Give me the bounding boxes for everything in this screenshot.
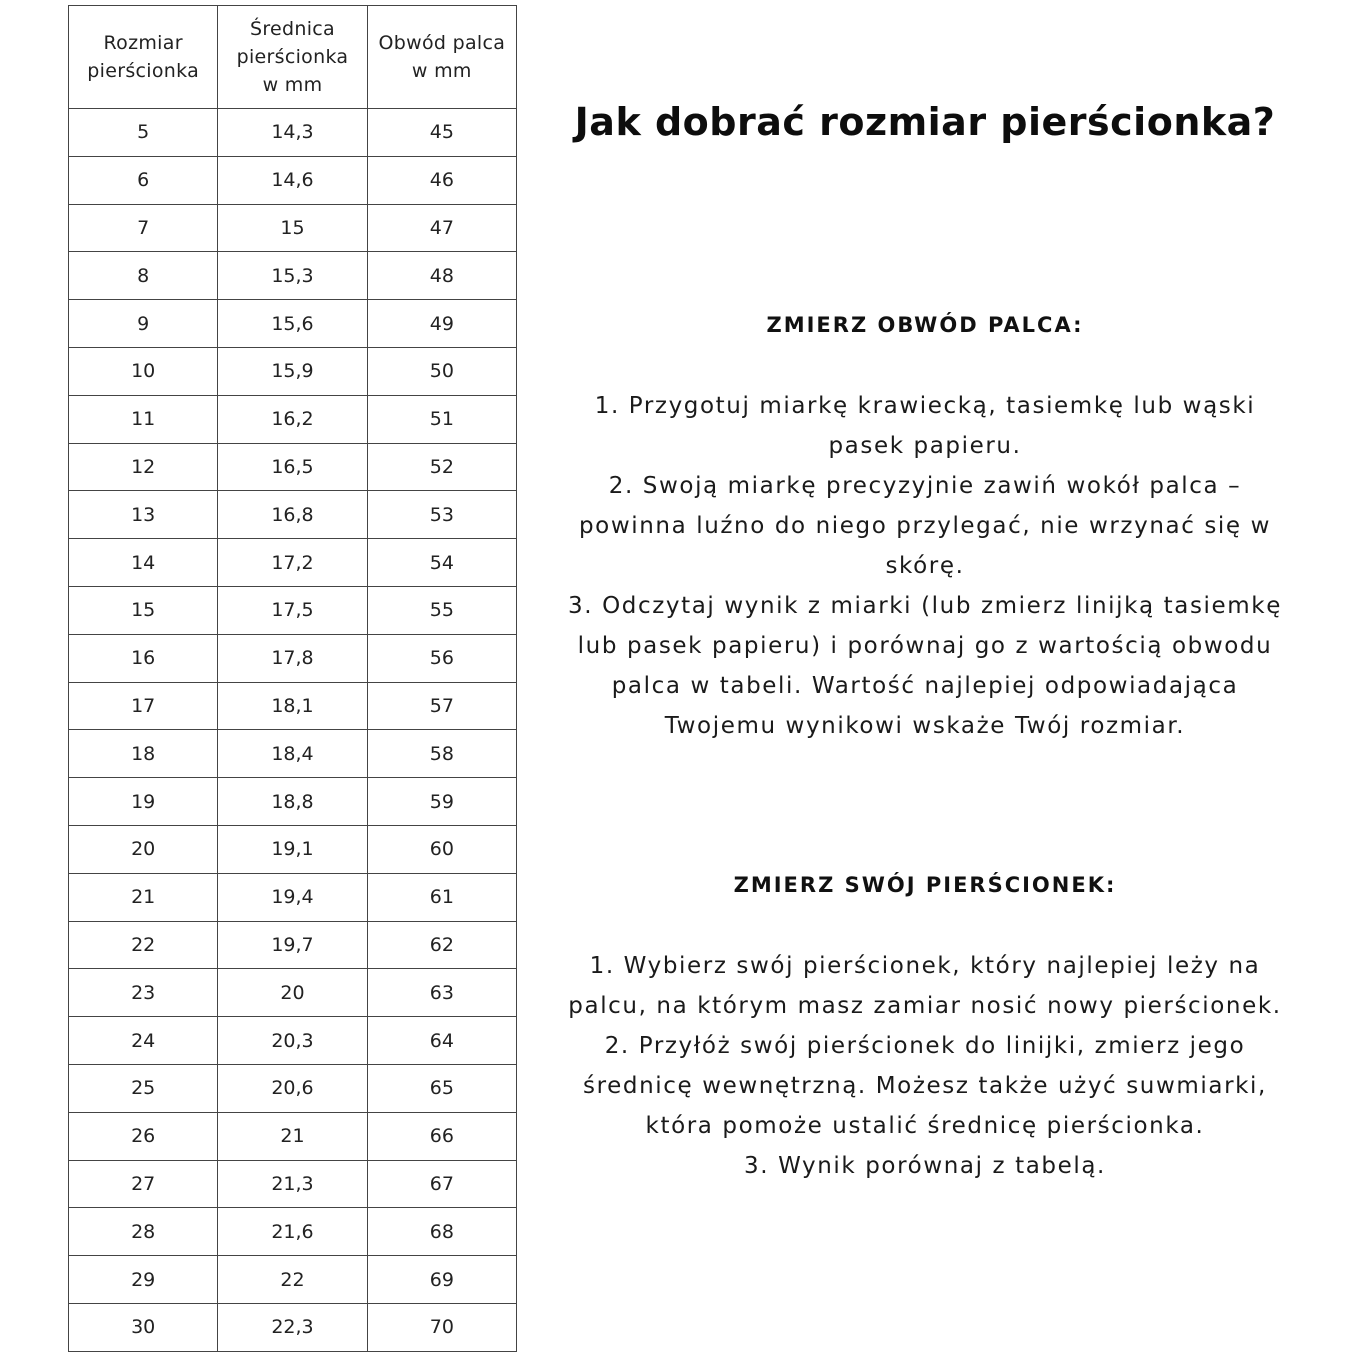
cell-finger-circumference: 49	[367, 300, 516, 348]
cell-ring-diameter: 17,5	[218, 586, 367, 634]
table-row	[69, 969, 517, 1017]
cell-ring-size: 15	[69, 586, 218, 634]
cell-ring-diameter: 18,1	[218, 682, 367, 730]
cell-ring-size: 16	[69, 634, 218, 682]
cell-finger-circumference: 45	[367, 109, 516, 157]
cell-ring-size: 8	[69, 252, 218, 300]
table-row	[69, 634, 517, 682]
cell-ring-size: 21	[69, 873, 218, 921]
cell-ring-diameter: 15,3	[218, 252, 367, 300]
cell-finger-circumference: 53	[367, 491, 516, 539]
ring-step-2: 2. Przyłóż swój pierścionek do linijki, zmierz jego średnicę wewnętrzną. Możesz także użyć suwmiarki, która pomoże ustalić średnicę pierścionka.	[583, 1033, 1267, 1139]
table-row	[69, 825, 517, 873]
cell-ring-diameter: 18,8	[218, 778, 367, 826]
cell-finger-circumference: 60	[367, 825, 516, 873]
table-row	[69, 1064, 517, 1112]
cell-ring-diameter: 16,5	[218, 443, 367, 491]
ring-steps	[545, 946, 1305, 1186]
cell-ring-diameter: 18,4	[218, 730, 367, 778]
table-row	[69, 395, 517, 443]
section-heading-finger: ZMIERZ OBWÓD PALCA:	[766, 313, 1084, 337]
cell-ring-size: 26	[69, 1112, 218, 1160]
table-row	[69, 1208, 517, 1256]
cell-ring-diameter: 14,6	[218, 156, 367, 204]
cell-finger-circumference: 55	[367, 586, 516, 634]
cell-ring-diameter: 21	[218, 1112, 367, 1160]
table-row	[69, 730, 517, 778]
cell-ring-size: 27	[69, 1160, 218, 1208]
cell-ring-size: 23	[69, 969, 218, 1017]
cell-finger-circumference: 61	[367, 873, 516, 921]
table-row	[69, 1303, 517, 1351]
table-row	[69, 873, 517, 921]
table-header-row	[69, 6, 517, 109]
cell-finger-circumference: 63	[367, 969, 516, 1017]
cell-finger-circumference: 59	[367, 778, 516, 826]
cell-finger-circumference: 52	[367, 443, 516, 491]
cell-ring-size: 10	[69, 347, 218, 395]
cell-finger-circumference: 56	[367, 634, 516, 682]
table-row	[69, 347, 517, 395]
cell-finger-circumference: 48	[367, 252, 516, 300]
cell-ring-diameter: 15,6	[218, 300, 367, 348]
cell-ring-diameter: 15	[218, 204, 367, 252]
cell-ring-diameter: 14,3	[218, 109, 367, 157]
table-row	[69, 491, 517, 539]
cell-finger-circumference: 66	[367, 1112, 516, 1160]
cell-ring-size: 18	[69, 730, 218, 778]
cell-ring-diameter: 17,8	[218, 634, 367, 682]
cell-ring-diameter: 22	[218, 1256, 367, 1304]
cell-ring-size: 6	[69, 156, 218, 204]
cell-finger-circumference: 69	[367, 1256, 516, 1304]
cell-finger-circumference: 51	[367, 395, 516, 443]
cell-finger-circumference: 64	[367, 1017, 516, 1065]
cell-ring-diameter: 21,6	[218, 1208, 367, 1256]
cell-finger-circumference: 62	[367, 921, 516, 969]
header-ring-size: Rozmiar pierścionka	[69, 6, 218, 109]
table-row	[69, 156, 517, 204]
cell-ring-diameter: 22,3	[218, 1303, 367, 1351]
cell-ring-diameter: 19,4	[218, 873, 367, 921]
table-body	[69, 109, 517, 1352]
cell-ring-size: 30	[69, 1303, 218, 1351]
table-row	[69, 109, 517, 157]
cell-ring-diameter: 19,1	[218, 825, 367, 873]
table-row	[69, 252, 517, 300]
table-row	[69, 539, 517, 587]
cell-ring-diameter: 20,3	[218, 1017, 367, 1065]
table-row	[69, 682, 517, 730]
section-heading-ring: ZMIERZ SWÓJ PIERŚCIONEK:	[733, 873, 1117, 897]
table-row	[69, 204, 517, 252]
cell-ring-size: 14	[69, 539, 218, 587]
ring-step-3: 3. Wynik porównaj z tabelą.	[744, 1153, 1106, 1179]
cell-ring-diameter: 19,7	[218, 921, 367, 969]
table-row	[69, 1160, 517, 1208]
cell-ring-diameter: 21,3	[218, 1160, 367, 1208]
cell-ring-diameter: 15,9	[218, 347, 367, 395]
cell-ring-size: 20	[69, 825, 218, 873]
cell-finger-circumference: 50	[367, 347, 516, 395]
ring-size-table	[68, 5, 517, 1352]
cell-ring-diameter: 20,6	[218, 1064, 367, 1112]
cell-finger-circumference: 47	[367, 204, 516, 252]
cell-ring-size: 28	[69, 1208, 218, 1256]
cell-ring-size: 12	[69, 443, 218, 491]
cell-ring-size: 7	[69, 204, 218, 252]
finger-step-3: 3. Odczytaj wynik z miarki (lub zmierz linijką tasiemkę lub pasek papieru) i porównaj go z wartością obwodu palca w tabeli. Wartość najlepiej odpowiadająca Twojemu wynikowi wskaże Twój rozmiar.	[568, 593, 1282, 739]
cell-ring-size: 29	[69, 1256, 218, 1304]
cell-ring-diameter: 16,8	[218, 491, 367, 539]
cell-ring-size: 19	[69, 778, 218, 826]
cell-ring-size: 13	[69, 491, 218, 539]
cell-finger-circumference: 57	[367, 682, 516, 730]
cell-ring-size: 24	[69, 1017, 218, 1065]
cell-finger-circumference: 54	[367, 539, 516, 587]
table-row	[69, 300, 517, 348]
table-row	[69, 921, 517, 969]
cell-finger-circumference: 68	[367, 1208, 516, 1256]
cell-ring-size: 25	[69, 1064, 218, 1112]
table-row	[69, 778, 517, 826]
cell-finger-circumference: 58	[367, 730, 516, 778]
table-row	[69, 443, 517, 491]
cell-ring-size: 11	[69, 395, 218, 443]
header-ring-diameter: Średnica pierścionka w mm	[218, 6, 367, 109]
ring-step-1: 1. Wybierz swój pierścionek, który najlepiej leży na palcu, na którym masz zamiar nosić nowy pierścionek.	[568, 953, 1282, 1019]
finger-step-1: 1. Przygotuj miarkę krawiecką, tasiemkę lub wąski pasek papieru.	[594, 393, 1256, 459]
table-row	[69, 1112, 517, 1160]
cell-ring-diameter: 16,2	[218, 395, 367, 443]
cell-ring-diameter: 17,2	[218, 539, 367, 587]
table-row	[69, 1256, 517, 1304]
cell-finger-circumference: 65	[367, 1064, 516, 1112]
table-row	[69, 586, 517, 634]
cell-finger-circumference: 46	[367, 156, 516, 204]
cell-ring-size: 9	[69, 300, 218, 348]
cell-ring-size: 22	[69, 921, 218, 969]
finger-steps	[545, 386, 1305, 746]
cell-finger-circumference: 70	[367, 1303, 516, 1351]
table-row	[69, 1017, 517, 1065]
cell-ring-diameter: 20	[218, 969, 367, 1017]
cell-finger-circumference: 67	[367, 1160, 516, 1208]
cell-ring-size: 17	[69, 682, 218, 730]
finger-step-2: 2. Swoją miarkę precyzyjnie zawiń wokół palca – powinna luźno do niego przylegać, nie wrzynać się w skórę.	[578, 473, 1271, 579]
page-title: Jak dobrać rozmiar pierścionka?	[574, 100, 1276, 144]
cell-ring-size: 5	[69, 109, 218, 157]
header-finger-circumference: Obwód palca w mm	[367, 6, 516, 109]
